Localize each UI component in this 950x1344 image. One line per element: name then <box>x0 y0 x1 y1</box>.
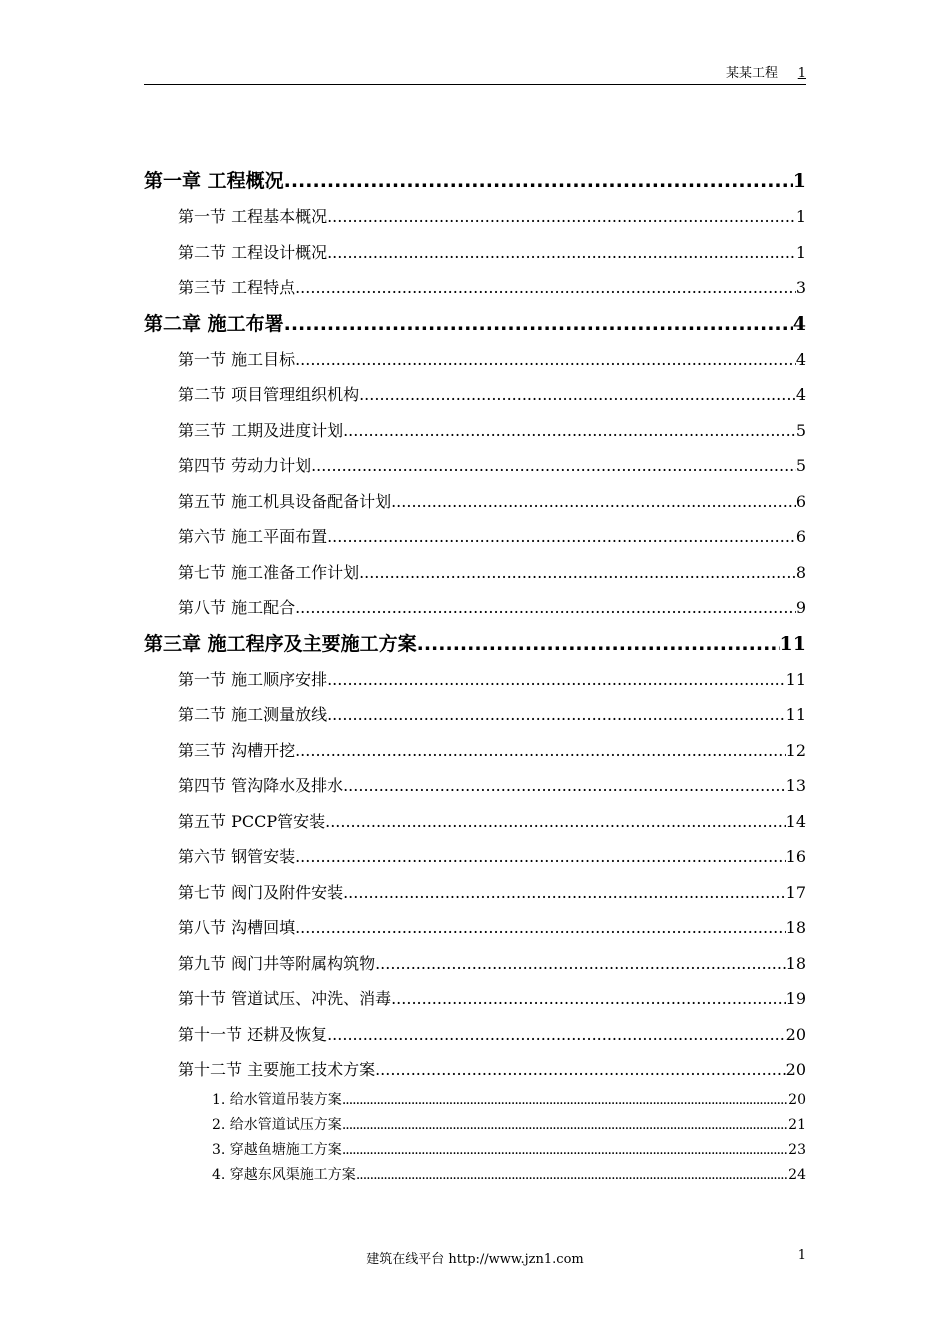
toc-leader-dots <box>417 626 780 662</box>
toc-entry-page-number: 6 <box>795 491 806 511</box>
toc-leader-dots <box>327 199 796 235</box>
toc-leader-dots <box>342 1138 788 1163</box>
toc-leader-dots <box>359 377 796 413</box>
toc-entry-section[interactable] <box>144 768 806 804</box>
toc-entry-page-number: 20 <box>785 1060 806 1079</box>
toc-entry-label: 第六节 施工平面布置 <box>178 527 328 546</box>
footer-page-number: 1 <box>797 1248 806 1263</box>
toc-entry-section[interactable] <box>144 342 806 378</box>
toc-entry-section[interactable] <box>144 555 806 591</box>
toc-leader-dots <box>295 590 796 626</box>
toc-entry-section[interactable] <box>144 1017 806 1053</box>
toc-entry-page-number: 5 <box>795 420 806 440</box>
header-page-number: 1 <box>797 66 806 81</box>
toc-entry-label: 第六节 钢管安装 <box>178 847 296 866</box>
toc-entry-page-number: 19 <box>785 989 806 1008</box>
toc-entry-label: 第四节 管沟降水及排水 <box>178 776 344 795</box>
toc-entry-section[interactable] <box>144 448 806 484</box>
toc-entry-page-number: 24 <box>788 1166 806 1183</box>
toc-entry-label: 第十一节 还耕及恢复 <box>178 1024 328 1044</box>
toc-leader-dots <box>325 804 786 840</box>
toc-entry-page-number: 6 <box>795 527 806 546</box>
toc-leader-dots <box>295 839 786 875</box>
toc-entry-page-number: 4 <box>795 385 806 404</box>
toc-entry-section[interactable] <box>144 519 806 555</box>
toc-leader-dots <box>343 413 796 449</box>
toc-entry-section[interactable] <box>144 733 806 769</box>
toc-leader-dots <box>342 1113 788 1138</box>
toc-entry-label: 第三章 施工程序及主要施工方案 <box>144 632 417 655</box>
toc-leader-dots <box>327 1017 786 1053</box>
toc-entry-page-number: 12 <box>785 740 806 760</box>
toc-entry-page-number: 1 <box>795 207 806 226</box>
header-title: 某某工程 <box>725 66 778 81</box>
toc-entry-label: 4. 穿越东风渠施工方案 <box>212 1166 356 1183</box>
footer-text: 建筑在线平台 http://www.jzn1.com <box>366 1252 584 1267</box>
toc-entry-label: 第四节 劳动力计划 <box>178 456 312 475</box>
toc-entry-page-number: 3 <box>795 278 806 297</box>
toc-entry-label: 第十二节 主要施工技术方案 <box>178 1060 376 1079</box>
toc-entry-page-number: 18 <box>785 918 806 937</box>
toc-entry-page-number: 21 <box>788 1116 806 1133</box>
toc-entry-section[interactable] <box>144 199 806 235</box>
toc-entry-page-number: 1 <box>795 242 806 262</box>
toc-entry-label: 第三节 工程特点 <box>178 278 296 297</box>
toc-entry-label: 第二节 施工测量放线 <box>178 705 328 724</box>
toc-entry-label: 1. 给水管道吊装方案 <box>212 1091 342 1108</box>
toc-entry-section[interactable] <box>144 270 806 306</box>
toc-leader-dots <box>295 733 786 769</box>
toc-leader-dots <box>343 875 786 911</box>
toc-entry-label: 第一节 施工目标 <box>178 349 296 369</box>
toc-leader-dots <box>359 555 796 591</box>
toc-leader-dots <box>284 163 793 199</box>
toc-leader-dots <box>375 1052 786 1088</box>
toc-leader-dots <box>391 981 786 1017</box>
toc-entry-section[interactable] <box>144 484 806 520</box>
toc-entry-label: 第八节 沟槽回填 <box>178 918 296 937</box>
toc-leader-dots <box>295 270 796 306</box>
toc-entry-label: 第三节 沟槽开挖 <box>178 740 296 760</box>
toc-entry-chapter[interactable] <box>144 163 806 199</box>
toc-entry-sub[interactable] <box>144 1163 806 1188</box>
toc-entry-section[interactable] <box>144 697 806 733</box>
toc-leader-dots <box>375 946 786 982</box>
toc-entry-section[interactable] <box>144 981 806 1017</box>
toc-entry-sub[interactable] <box>144 1113 806 1138</box>
toc-entry-section[interactable] <box>144 662 806 698</box>
toc-entry-label: 第一节 工程基本概况 <box>178 207 328 226</box>
toc-entry-label: 第二章 施工布署 <box>144 312 284 335</box>
toc-entry-page-number: 14 <box>785 811 806 831</box>
toc-entry-page-number: 4 <box>795 349 806 369</box>
toc-leader-dots <box>327 662 786 698</box>
toc-entry-page-number: 20 <box>788 1091 806 1108</box>
toc-entry-page-number: 9 <box>795 598 806 617</box>
toc-entry-label: 第八节 施工配合 <box>178 598 296 617</box>
toc-entry-page-number: 20 <box>785 1024 806 1044</box>
toc-entry-page-number: 11 <box>785 705 806 724</box>
toc-entry-chapter[interactable] <box>144 626 806 662</box>
toc-entry-section[interactable] <box>144 875 806 911</box>
toc-entry-section[interactable] <box>144 590 806 626</box>
toc-entry-page-number: 5 <box>795 456 806 475</box>
toc-entry-sub[interactable] <box>144 1138 806 1163</box>
toc-entry-section[interactable] <box>144 910 806 946</box>
toc-entry-section[interactable] <box>144 377 806 413</box>
toc-entry-label: 第一节 施工顺序安排 <box>178 669 328 689</box>
toc-entry-page-number: 23 <box>788 1141 806 1158</box>
toc-entry-label: 第七节 施工准备工作计划 <box>178 562 360 582</box>
toc-entry-label: 第九节 阀门井等附属构筑物 <box>178 953 376 973</box>
toc-leader-dots <box>342 1088 788 1113</box>
toc-entry-label: 2. 给水管道试压方案 <box>212 1116 342 1133</box>
toc-entry-label: 第五节 PCCP管安装 <box>178 811 326 831</box>
toc-entry-label: 第二节 项目管理组织机构 <box>178 385 360 404</box>
toc-entry-section[interactable] <box>144 235 806 271</box>
toc-entry-label: 第五节 施工机具设备配备计划 <box>178 491 392 511</box>
toc-entry-section[interactable] <box>144 946 806 982</box>
toc-entry-page-number: 17 <box>785 882 806 902</box>
toc-entry-section[interactable] <box>144 1052 806 1088</box>
toc-entry-label: 第七节 阀门及附件安装 <box>178 882 344 902</box>
toc-entry-page-number: 16 <box>785 847 806 866</box>
toc-entry-page-number: 8 <box>795 562 806 582</box>
toc-entry-page-number: 18 <box>785 953 806 973</box>
toc-leader-dots <box>327 235 796 271</box>
page-header <box>144 66 806 85</box>
toc-entry-section[interactable] <box>144 804 806 840</box>
toc-entry-section[interactable] <box>144 839 806 875</box>
toc-entry-label: 第十节 管道试压、冲洗、消毒 <box>178 989 392 1008</box>
toc-leader-dots <box>295 910 786 946</box>
toc-leader-dots <box>295 342 796 378</box>
toc-leader-dots <box>356 1163 788 1188</box>
toc-entry-page-number: 11 <box>785 669 806 689</box>
toc-entry-label: 第三节 工期及进度计划 <box>178 420 344 440</box>
toc-leader-dots <box>284 306 793 342</box>
toc-entry-page-number: 4 <box>792 312 806 335</box>
toc-entry-label: 第一章 工程概况 <box>144 170 284 192</box>
toc-leader-dots <box>311 448 796 484</box>
toc-entry-chapter[interactable] <box>144 306 806 342</box>
page-footer <box>144 1248 806 1266</box>
toc-entry-page-number: 1 <box>792 170 806 192</box>
toc-entry-page-number: 11 <box>779 632 806 655</box>
table-of-contents <box>144 163 806 1188</box>
toc-leader-dots <box>391 484 796 520</box>
toc-entry-page-number: 13 <box>785 776 806 795</box>
toc-leader-dots <box>327 697 786 733</box>
toc-leader-dots <box>343 768 786 804</box>
toc-entry-label: 3. 穿越鱼塘施工方案 <box>212 1141 342 1158</box>
toc-entry-sub[interactable] <box>144 1088 806 1113</box>
toc-entry-section[interactable] <box>144 413 806 449</box>
toc-entry-label: 第二节 工程设计概况 <box>178 242 328 262</box>
toc-leader-dots <box>327 519 796 555</box>
